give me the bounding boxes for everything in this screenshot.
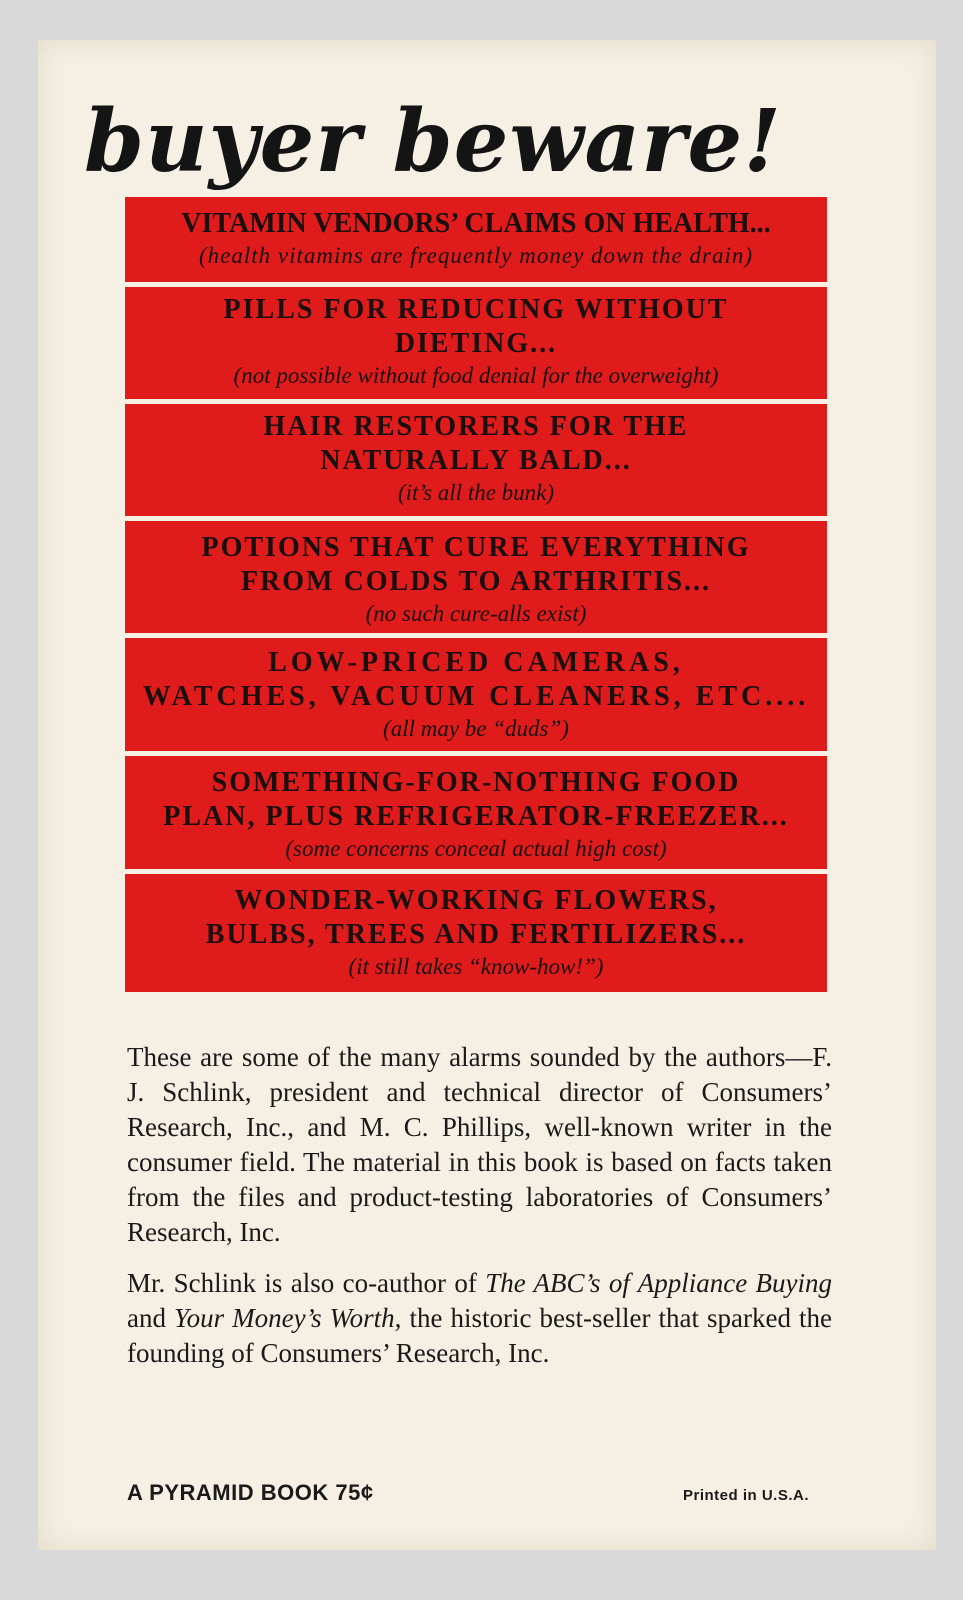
claim-banner-food-plan <box>125 756 827 869</box>
claim-banner-hair-restorers <box>125 404 827 516</box>
claims-list <box>125 197 827 997</box>
blurb-text <box>127 1040 832 1387</box>
claim-note: (it’s all the bunk) <box>397 480 555 505</box>
claim-title: SOMETHING-FOR-NOTHING FOOD PLAN, PLUS REFRIGERATOR-FREEZER... <box>163 767 789 832</box>
claim-banner-potions <box>125 521 827 633</box>
claim-banner-flowers <box>125 874 827 992</box>
headline: buyer beware! <box>84 91 782 192</box>
claim-banner-cameras <box>125 638 827 751</box>
claim-title: HAIR RESTORERS FOR THE NATURALLY BALD... <box>263 411 689 476</box>
claim-title: VITAMIN VENDORS’ CLAIMS ON HEALTH... <box>181 208 771 239</box>
blurb-paragraph-1: These are some of the many alarms sounded by the authors—F. J. Schlink, president and technical director of Consumers’ Research, Inc., and M. C. Phillips, well-known writer in the consumer field. The material in this book is based on facts taken from the files and product-testing laboratories of Consumers’ Research, Inc. <box>127 1042 832 1247</box>
blurb-paragraph-2 <box>127 1266 832 1371</box>
claim-title: LOW-PRICED CAMERAS, WATCHES, VACUUM CLEANERS, ETC.... <box>142 647 810 712</box>
claim-banner-reducing-pills <box>125 287 827 399</box>
claim-note: (some concerns conceal actual high cost) <box>285 836 667 861</box>
claim-note: (health vitamins are frequently money down the drain) <box>198 243 753 268</box>
claim-note: (all may be “duds”) <box>383 716 569 741</box>
blurb-text-segment: Mr. Schlink is also co-author of <box>127 1268 486 1298</box>
claim-note: (not possible without food denial for the overweight) <box>233 363 719 388</box>
book-title: The ABC’s of Appliance Buying <box>485 1268 832 1298</box>
claim-title: WONDER-WORKING FLOWERS, BULBS, TREES AND FERTILIZERS... <box>205 885 747 950</box>
book-title: Your Money’s Worth, <box>174 1303 402 1333</box>
printed-in: Printed in U.S.A. <box>683 1487 810 1504</box>
claim-banner-vitamins <box>125 197 827 282</box>
claim-note: (it still takes “know-how!”) <box>348 954 604 979</box>
claim-note: (no such cure-alls exist) <box>365 601 587 626</box>
blurb-text-segment: the historic best-seller that sparked the founding of Consumers’ Research, Inc. <box>127 1303 832 1368</box>
claim-title: POTIONS THAT CURE EVERYTHING FROM COLDS TO ARTHRITIS... <box>201 532 751 597</box>
blurb-text-segment: and <box>127 1303 175 1333</box>
claim-title: PILLS FOR REDUCING WITHOUT DIETING... <box>223 294 729 359</box>
publisher-price: A PYRAMID BOOK 75¢ <box>127 1480 374 1505</box>
